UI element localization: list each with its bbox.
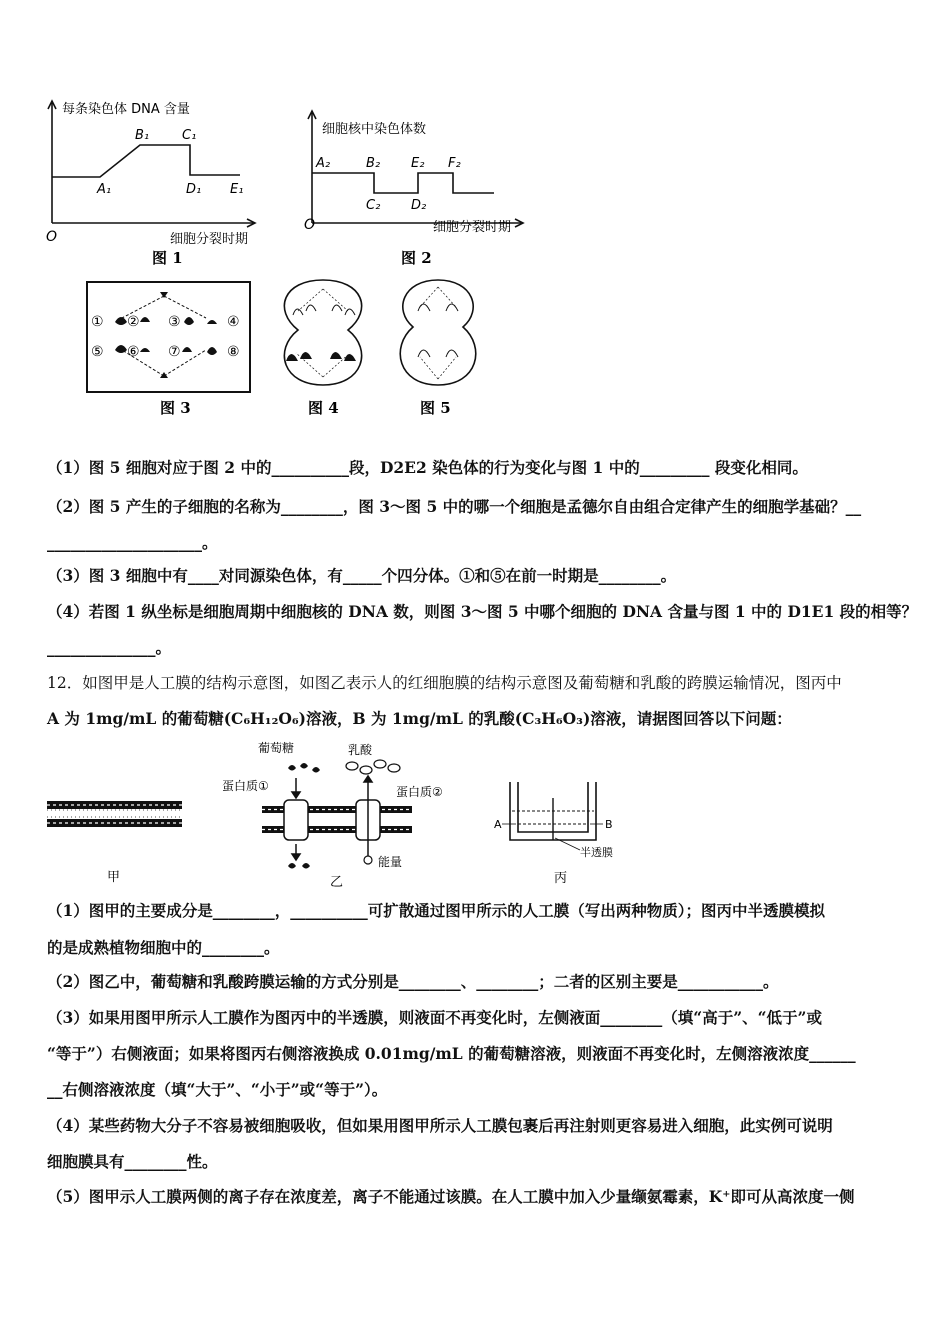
fig-jia-label: 甲 [107,870,121,885]
fig1-origin: O [46,229,58,245]
fig2-point-d: D₂ [411,198,427,213]
fig2-point-e: E₂ [411,156,425,171]
fig3-label-8: ⑧ [227,344,240,360]
fig5-caption: 图 5 [420,399,451,417]
fig-yi-lactic-label: 乳酸 [348,743,373,757]
fig4-caption: 图 4 [308,399,339,417]
fig1-point-d: D₁ [186,182,202,197]
q12-part2: （2）图乙中，葡萄糖和乳酸跨膜运输的方式分别是________、________；二者的区别主要是___________。 [47,972,779,991]
q12-figure-jia [45,795,195,890]
fig2-point-b: B₂ [366,156,381,171]
fig1-point-c: C₁ [182,128,197,143]
q12-part4-line1: （4）某些药物大分子不容易被细胞吸收，但如果用图甲所示人工膜包裹后再注射则更容易进入细胞，此实例可说明 [47,1116,833,1135]
figure-1 [40,95,270,270]
fig2-point-a: A₂ [316,156,331,171]
q12-part3-line1: （3）如果用图甲所示人工膜作为图丙中的半透膜，则液面不再变化时，左侧液面________（填“高于”、“低于”或 [47,1008,822,1027]
fig3-label-4: ④ [227,314,240,330]
q12-intro-line1: 12．如图甲是人工膜的结构示意图，如图乙表示人的红细胞膜的结构示意图及葡萄糖和乳酸的跨膜运输情况，图丙中 [47,674,842,692]
q11-part3: （3）图 3 细胞中有____对同源染色体，有_____个四分体。①和⑤在前一时期是________。 [47,566,677,585]
fig1-ylabel: 每条染色体 DNA 含量 [62,102,190,117]
figure-2 [298,105,538,270]
fig-yi-glucose-label: 葡萄糖 [258,741,295,755]
fig-bing-label: 丙 [554,871,568,886]
fig3-caption: 图 3 [160,399,191,417]
figure-3 [82,278,257,423]
fig2-point-f: F₂ [448,156,461,171]
fig-bing-membrane-label: 半透膜 [580,846,613,859]
fig-bing-label-b: B [605,818,613,831]
fig1-point-b: B₁ [135,128,150,143]
q12-part4-line2: 细胞膜具有________性。 [47,1152,218,1171]
fig1-point-e: E₁ [230,182,244,197]
fig-bing-label-a: A [494,818,502,831]
fig-yi-label: 乙 [330,875,344,890]
figure-4 [268,275,378,423]
fig1-point-a: A₁ [97,182,112,197]
fig-yi-energy-label: 能量 [378,855,403,869]
fig2-ylabel: 细胞核中染色体数 [322,122,427,137]
fig3-label-7: ⑦ [168,344,181,360]
fig3-label-2: ② [127,314,140,330]
fig2-caption: 图 2 [401,249,432,267]
q11-part1: （1）图 5 细胞对应于图 2 中的__________段，D2E2 染色体的行为变化与图 1 中的_________ 段变化相同。 [47,458,808,477]
figure-5 [388,275,488,423]
q12-part3-line2: “等于”）右侧液面；如果将图丙右侧溶液换成 0.01mg/mL 的葡萄糖溶液，则液面不再变化时，左侧溶液浓度______ [47,1044,856,1063]
q12-intro-line2: A 为 1mg/mL 的葡萄糖(C₆H₁₂O₆)溶液，B 为 1mg/mL 的乳酸(C₃H₆O₃)溶液，请据图回答以下问题： [47,709,792,728]
q12-figure-yi [218,738,443,890]
fig3-label-5: ⑤ [91,344,104,360]
q12-part5: （5）图甲示人工膜两侧的离子存在浓度差，离子不能通过该膜。在人工膜中加入少量缬氨霉素，K⁺即可从高浓度一侧 [47,1187,855,1206]
fig3-label-6: ⑥ [127,344,140,360]
q11-part2-line2: ____________________。 [47,533,218,552]
q11-part4-line2: ______________。 [47,638,172,657]
fig1-xlabel: 细胞分裂时期 [170,232,249,247]
q12-part1-line2: 的是成熟植物细胞中的________。 [47,938,280,957]
q12-part1-line1: （1）图甲的主要成分是________，__________可扩散通过图甲所示的人工膜（写出两种物质）；图丙中半透膜模拟 [47,901,826,920]
q12-figure-bing [488,778,638,890]
q11-part2-line1: （2）图 5 产生的子细胞的名称为________，图 3～图 5 中的哪一个细胞是孟德尔自由组合定律产生的细胞学基础？__ [47,497,862,516]
fig-yi-protein1-label: 蛋白质① [222,779,269,793]
fig2-point-c: C₂ [366,198,381,213]
q12-part3-line3: __右侧溶液浓度（填“大于”、“小于”或“等于”）。 [47,1080,388,1099]
fig2-origin: O [304,217,316,233]
fig-yi-protein2-label: 蛋白质② [396,785,443,799]
fig3-label-3: ③ [168,314,181,330]
fig1-caption: 图 1 [152,249,183,267]
fig3-label-1: ① [91,314,104,330]
fig2-xlabel: 细胞分裂时期 [433,220,512,235]
q11-part4-line1: （4）若图 1 纵坐标是细胞周期中细胞核的 DNA 数，则图 3～图 5 中哪个细胞的 DNA 含量与图 1 中的 D1E1 段的相等？ [47,602,918,621]
